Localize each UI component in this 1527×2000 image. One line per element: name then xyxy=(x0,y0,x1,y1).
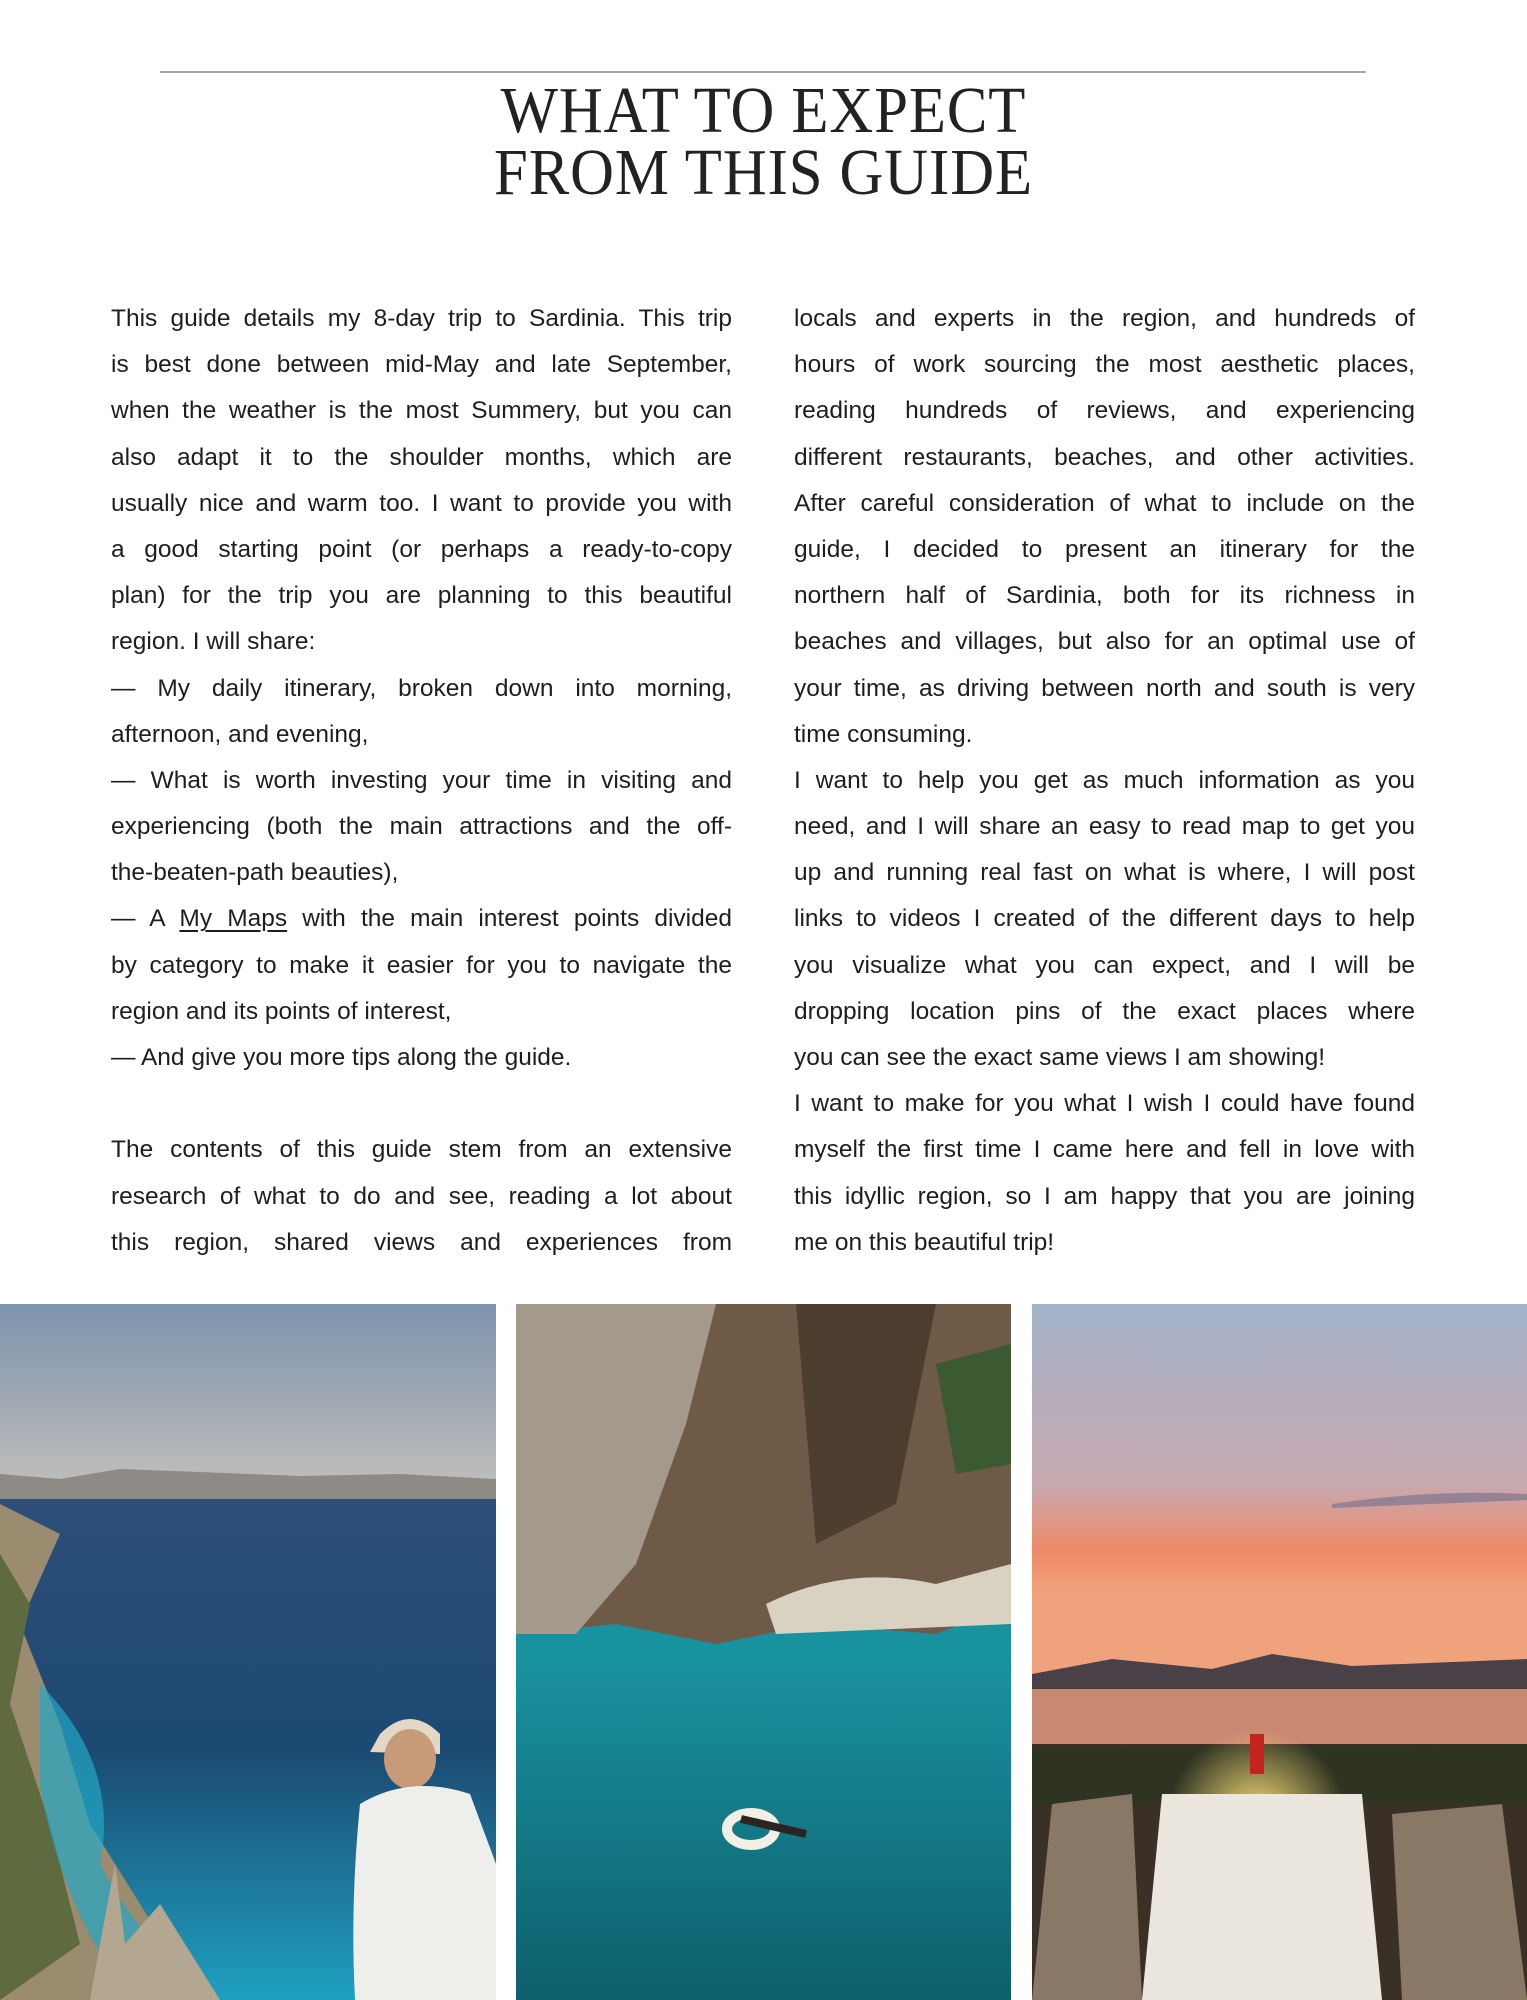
text-line: — My daily itinerary, broken down into morning, xyxy=(111,674,732,702)
page-title xyxy=(61,74,1466,209)
text-line: hours of work sourcing the most aesthetic places, xyxy=(794,351,1415,379)
text-line: guide, I decided to present an itinerary for the xyxy=(794,535,1415,563)
text-line: is best done between mid-May and late September, xyxy=(111,351,732,379)
text-line: you can see the exact same views I am showing! xyxy=(794,1044,1326,1071)
right-text-column xyxy=(794,296,1415,1266)
text-line: me on this beautiful trip! xyxy=(794,1228,1055,1256)
text-line: links to videos I created of the different days to help xyxy=(794,905,1415,933)
text-line: myself the first time I came here and fell in love with xyxy=(794,1136,1415,1164)
text-line: The contents of this guide stem from an extensive xyxy=(111,1136,732,1164)
text-line: — And give you more tips along the guide. xyxy=(111,1044,572,1071)
text-line: up and running real fast on what is where, I will post xyxy=(794,859,1415,887)
maps-line-suffix: with the main interest points divided xyxy=(287,905,732,933)
text-line: this region, shared views and experiences from xyxy=(111,1228,732,1256)
left-text-column xyxy=(111,296,732,1266)
text-line: region. I will share: xyxy=(111,628,316,656)
text-line: beaches and villages, but also for an optimal use of xyxy=(794,628,1415,656)
my-maps-link[interactable]: My Maps xyxy=(179,905,288,933)
text-line: when the weather is the most Summery, but you can xyxy=(111,397,732,425)
text-line: I want to make for you what I wish I could have found xyxy=(794,1090,1415,1118)
text-line: region and its points of interest, xyxy=(111,997,452,1025)
text-line: you visualize what you can expect, and I will be xyxy=(794,951,1415,979)
text-line: also adapt it to the shoulder months, which are xyxy=(111,443,732,471)
text-line: dropping location pins of the exact places where xyxy=(794,997,1415,1025)
text-line: plan) for the trip you are planning to this beautiful xyxy=(111,582,732,610)
text-line: locals and experts in the region, and hundreds of xyxy=(794,305,1415,332)
text-line: — What is worth investing your time in visiting and xyxy=(111,766,732,794)
maps-line-prefix: — A xyxy=(111,905,180,933)
text-line: I want to help you get as much information as you xyxy=(794,766,1415,794)
text-line: usually nice and warm too. I want to provide you with xyxy=(111,489,732,517)
text-line: research of what to do and see, reading a lot about xyxy=(111,1182,732,1210)
text-line: different restaurants, beaches, and other activities. xyxy=(794,443,1415,471)
coastline-photo xyxy=(0,1304,496,2000)
text-line: the-beaten-path beauties), xyxy=(111,859,399,887)
text-line: a good starting point (or perhaps a ready-to-copy xyxy=(111,535,732,563)
text-line: northern half of Sardinia, both for its richness in xyxy=(794,582,1415,610)
text-line-my-maps xyxy=(111,896,732,942)
text-line: This guide details my 8-day trip to Sardinia. This trip xyxy=(111,305,732,332)
text-line: your time, as driving between north and south is very xyxy=(794,674,1415,702)
text-line: reading hundreds of reviews, and experiencing xyxy=(794,397,1415,425)
top-divider xyxy=(160,71,1366,73)
title-line-2: FROM THIS GUIDE xyxy=(494,136,1033,209)
text-line xyxy=(111,1081,732,1127)
title-line-1: WHAT TO EXPECT xyxy=(500,74,1027,147)
text-line: afternoon, and evening, xyxy=(111,720,369,748)
text-line: by category to make it easier for you to navigate the xyxy=(111,951,732,979)
text-line: this idyllic region, so I am happy that you are joining xyxy=(794,1182,1415,1210)
text-line: After careful consideration of what to include on the xyxy=(794,489,1415,517)
text-line: need, and I will share an easy to read map to get you xyxy=(794,813,1415,841)
cove-swimmer-photo xyxy=(516,1304,1011,2000)
text-line: experiencing (both the main attractions and the off- xyxy=(111,813,732,841)
text-line: time consuming. xyxy=(794,720,973,748)
sunset-dinner-table-photo xyxy=(1032,1304,1527,2000)
